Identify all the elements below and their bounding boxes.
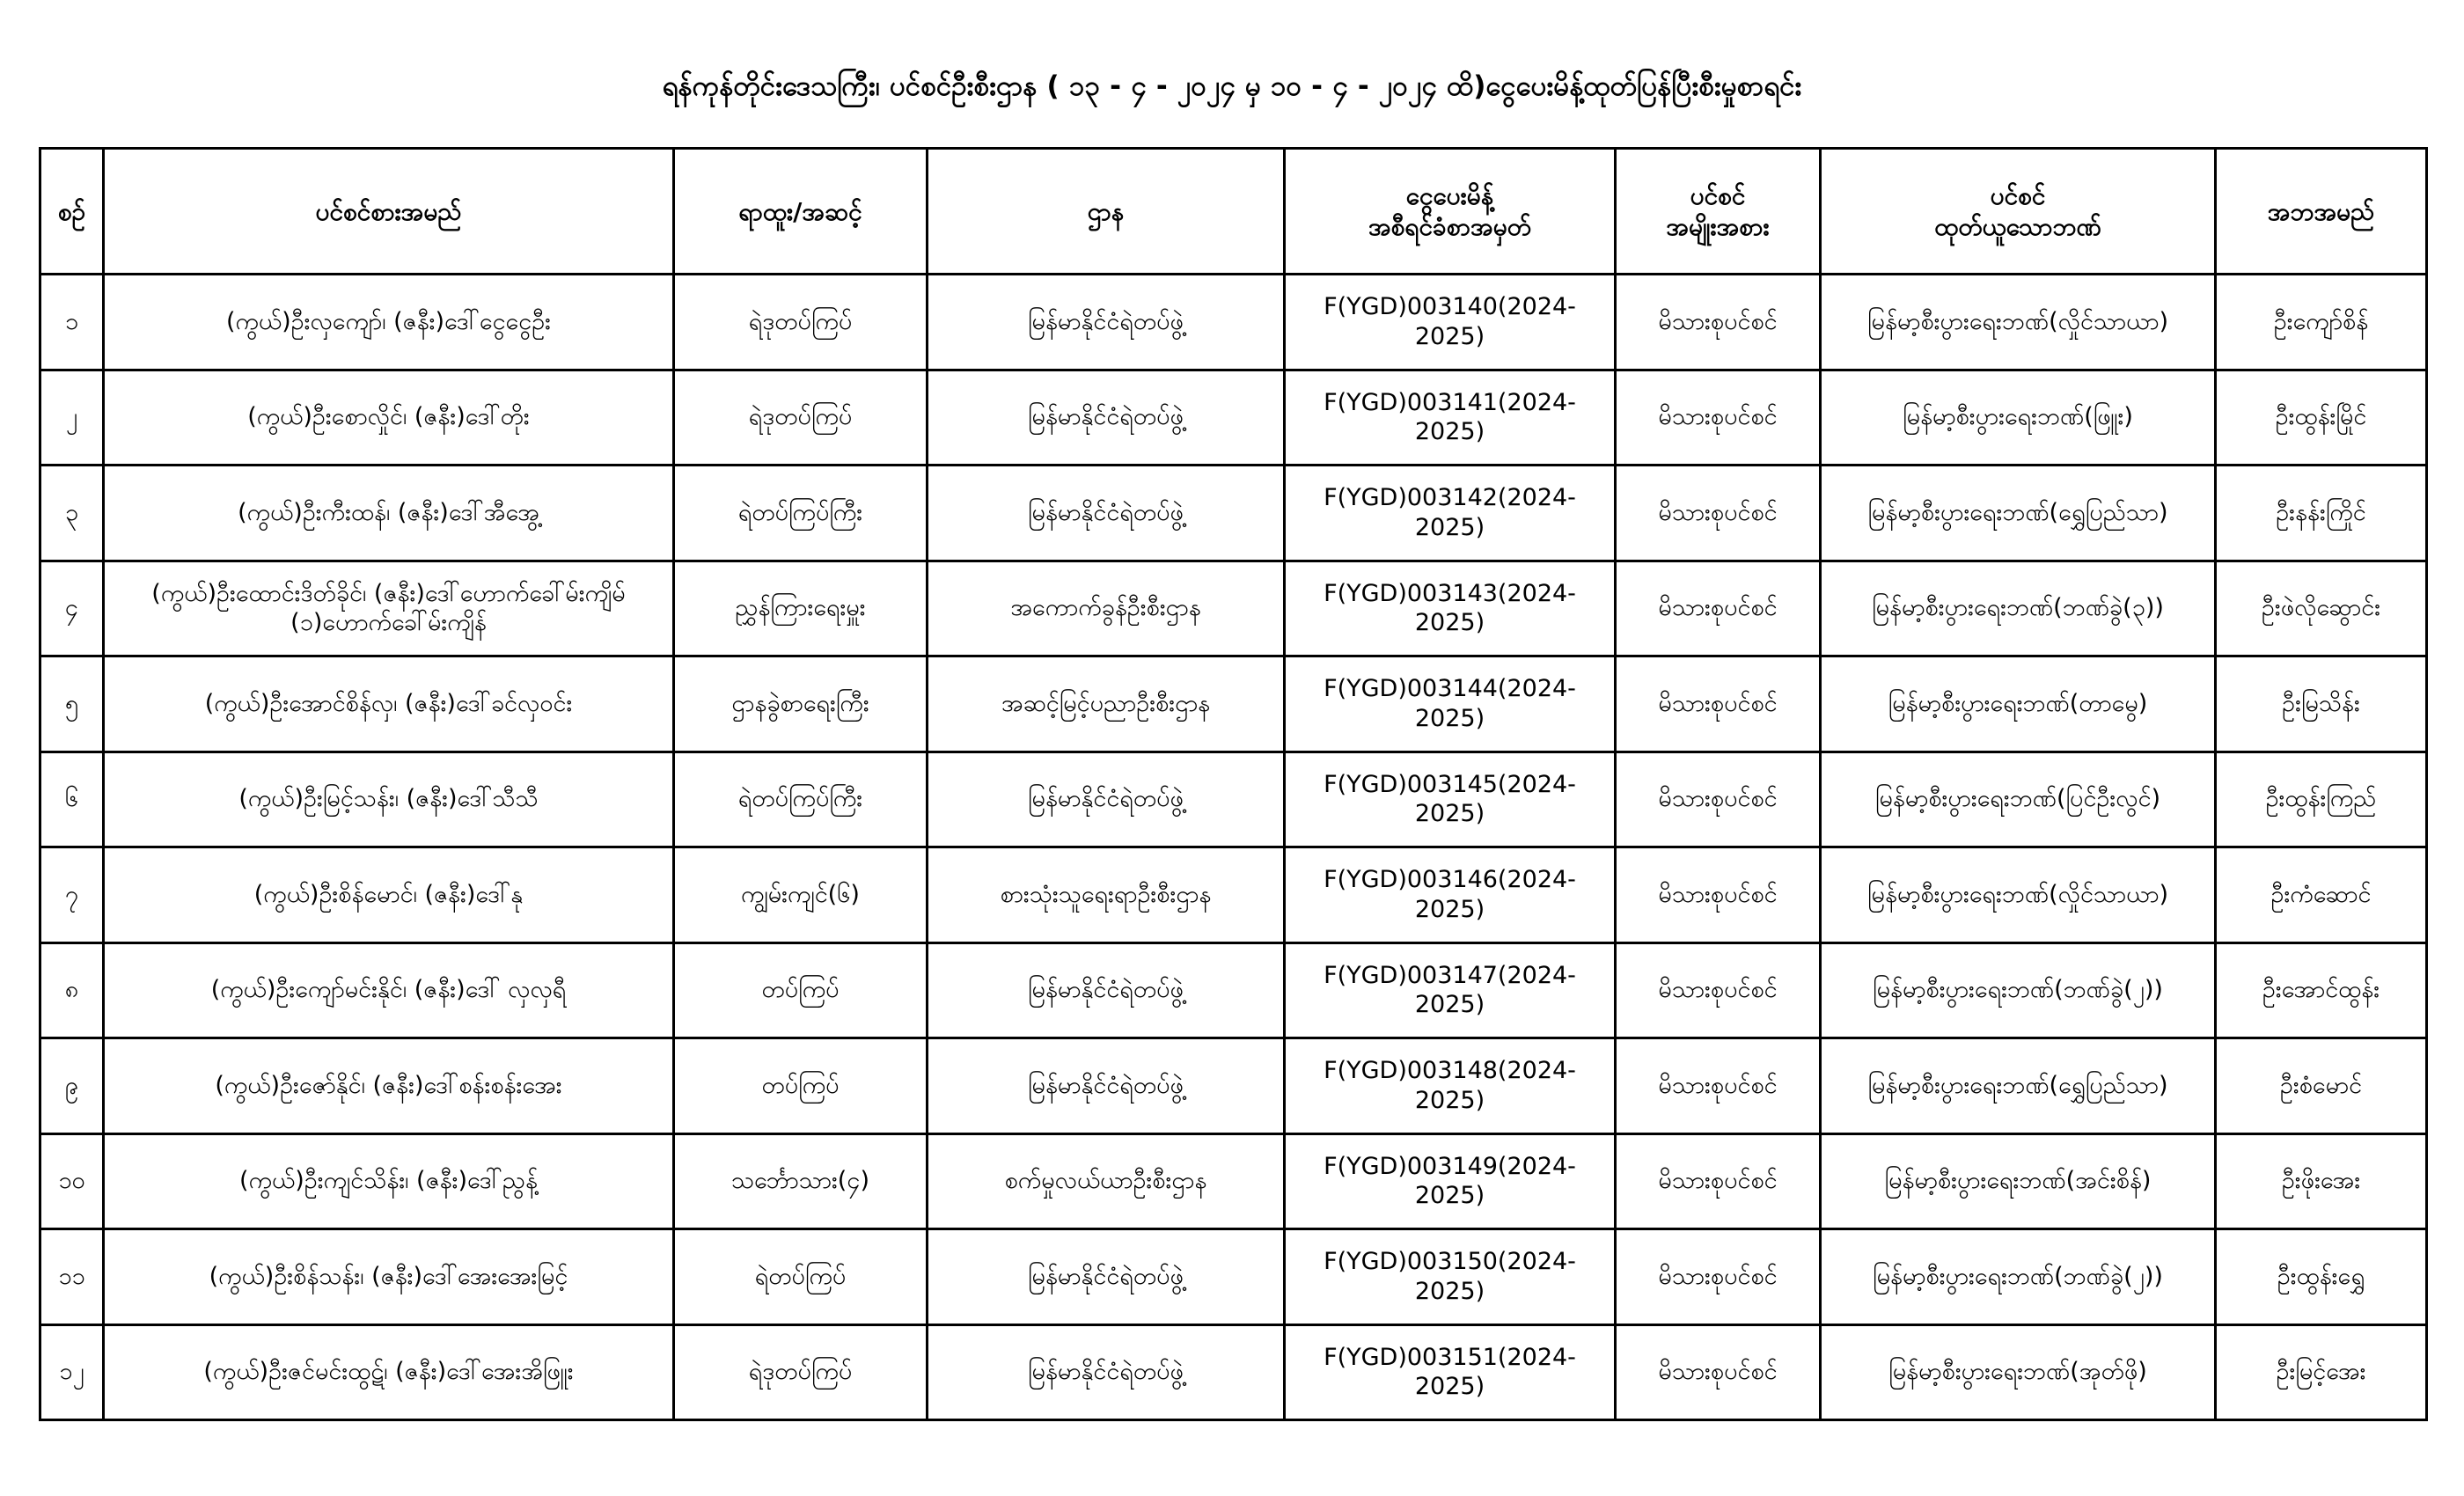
table-row [40, 1133, 2427, 1229]
cell-rank: ကျွမ်းကျင်(၆) [674, 847, 928, 943]
cell-officer: ဦးမြင့်အေး [2216, 1324, 2427, 1420]
header-pensioner: ပင်စင်စားအမည် [104, 149, 674, 275]
cell-name: (ကွယ်)ဦးအောင်စိန်လှ၊ (ဇနီး)ဒေါ်ခင်လှဝင်း [104, 656, 674, 752]
cell-department: စက်မှုလယ်ယာဦးစီးဌာန [928, 1133, 1285, 1229]
cell-officer: ဦးထွန်းကြည် [2216, 752, 2427, 847]
cell-officer: ဦးနန်းကြိုင် [2216, 466, 2427, 561]
cell-order-no: F(YGD)003149(2024-2025) [1285, 1133, 1616, 1229]
cell-officer: ဦးမြသိန်း [2216, 656, 2427, 752]
table-row [40, 370, 2427, 466]
cell-order-no: F(YGD)003142(2024-2025) [1285, 466, 1616, 561]
header-order-line2: အစီရင်ခံစာအမှတ် [1368, 212, 1532, 241]
cell-name: (ကွယ်)ဦးစောလှိုင်၊ (ဇနီး)ဒေါ်တိုး [104, 370, 674, 466]
cell-department: စားသုံးသူရေးရာဦးစီးဌာန [928, 847, 1285, 943]
table-row [40, 561, 2427, 656]
cell-no: ၄ [40, 561, 104, 656]
cell-no: ၈ [40, 942, 104, 1038]
cell-rank: ရဲတပ်ကြပ်ကြီး [674, 466, 928, 561]
cell-type: မိသားစုပင်စင် [1616, 1324, 1821, 1420]
cell-rank: ညွှန်ကြားရေးမှူး [674, 561, 928, 656]
cell-type: မိသားစုပင်စင် [1616, 942, 1821, 1038]
cell-name: (ကွယ်)ဦးစိန်သန်း၊ (ဇနီး)ဒေါ်အေးအေးမြင့် [104, 1229, 674, 1325]
cell-bank: မြန်မာ့စီးပွားရေးဘဏ်(ဘဏ်ခွဲ(၃)) [1821, 561, 2216, 656]
cell-bank: မြန်မာ့စီးပွားရေးဘဏ်(တာမွေ) [1821, 656, 2216, 752]
cell-officer: ဦးထွန်းရွှေ [2216, 1229, 2427, 1325]
cell-no: ၁ [40, 275, 104, 370]
header-no: စဉ် [40, 149, 104, 275]
cell-type: မိသားစုပင်စင် [1616, 1133, 1821, 1229]
cell-order-no: F(YGD)003147(2024-2025) [1285, 942, 1616, 1038]
pension-table [39, 147, 2428, 1421]
cell-officer: ဦးဖဲလိုဆွောင်း [2216, 561, 2427, 656]
cell-no: ၁၂ [40, 1324, 104, 1420]
cell-name-line1: (ကွယ်)ဦးထောင်းဒိတ်ခိုင်၊ (ဇနီး)ဒေါ်ဟောက်ခေါ်မ်းကျိမ် [151, 579, 626, 607]
cell-name: (ကွယ်)ဦးဇော်နိုင်၊ (ဇနီး)ဒေါ်စန်းစန်းအေး [104, 1038, 674, 1134]
cell-rank: ဌာနခွဲစာရေးကြီး [674, 656, 928, 752]
header-order-line1: ငွေပေးမိန့် [1405, 181, 1494, 210]
cell-name [104, 561, 674, 656]
cell-type: မိသားစုပင်စင် [1616, 561, 1821, 656]
table-row [40, 656, 2427, 752]
cell-officer: ဦးထွန်းမြိုင် [2216, 370, 2427, 466]
header-officer: အဘအမည် [2216, 149, 2427, 275]
cell-no: ၅ [40, 656, 104, 752]
cell-bank: မြန်မာ့စီးပွားရေးဘဏ်(အင်းစိန်) [1821, 1133, 2216, 1229]
cell-name: (ကွယ်)ဦးလှကျော်၊ (ဇနီး)ဒေါ်ငွေငွေဦး [104, 275, 674, 370]
cell-rank: ရဲဒုတပ်ကြပ် [674, 275, 928, 370]
cell-bank: မြန်မာ့စီးပွားရေးဘဏ်(ပြင်ဦးလွင်) [1821, 752, 2216, 847]
header-bank-line1: ပင်စင် [1990, 181, 2046, 210]
cell-type: မိသားစုပင်စင် [1616, 370, 1821, 466]
cell-bank: မြန်မာ့စီးပွားရေးဘဏ်(အုတ်ဖို) [1821, 1324, 2216, 1420]
cell-bank: မြန်မာ့စီးပွားရေးဘဏ်(လှိုင်သာယာ) [1821, 275, 2216, 370]
cell-department: မြန်မာနိုင်ငံရဲတပ်ဖွဲ့ [928, 1324, 1285, 1420]
cell-rank: ရဲတပ်ကြပ် [674, 1229, 928, 1325]
cell-rank: သင်္ဘောသား(၄) [674, 1133, 928, 1229]
cell-name: (ကွယ်)ဦးကျင်သိန်း၊ (ဇနီး)ဒေါ်ညွန့် [104, 1133, 674, 1229]
cell-order-no: F(YGD)003151(2024-2025) [1285, 1324, 1616, 1420]
table-row [40, 275, 2427, 370]
header-bank [1821, 149, 2216, 275]
cell-no: ၇ [40, 847, 104, 943]
cell-department: မြန်မာနိုင်ငံရဲတပ်ဖွဲ့ [928, 752, 1285, 847]
cell-order-no: F(YGD)003140(2024-2025) [1285, 275, 1616, 370]
cell-no: ၁၁ [40, 1229, 104, 1325]
cell-officer: ဦးဖိုးအေး [2216, 1133, 2427, 1229]
header-department: ဌာန [928, 149, 1285, 275]
cell-officer: ဦးစံမောင် [2216, 1038, 2427, 1134]
cell-bank: မြန်မာ့စီးပွားရေးဘဏ်(ဖြူး) [1821, 370, 2216, 466]
cell-type: မိသားစုပင်စင် [1616, 466, 1821, 561]
table-row [40, 847, 2427, 943]
cell-officer: ဦးကံဆောင် [2216, 847, 2427, 943]
cell-bank: မြန်မာ့စီးပွားရေးဘဏ်(ရွှေပြည်သာ) [1821, 1038, 2216, 1134]
cell-name-line2: (၁)ဟောက်ခေါ်မ်းကျိန် [290, 609, 487, 637]
cell-officer: ဦးအောင်ထွန်း [2216, 942, 2427, 1038]
header-rank: ရာထူး/အဆင့် [674, 149, 928, 275]
cell-bank: မြန်မာ့စီးပွားရေးဘဏ်(လှိုင်သာယာ) [1821, 847, 2216, 943]
table-row [40, 752, 2427, 847]
cell-type: မိသားစုပင်စင် [1616, 752, 1821, 847]
cell-no: ၉ [40, 1038, 104, 1134]
table-row [40, 1229, 2427, 1325]
cell-order-no: F(YGD)003141(2024-2025) [1285, 370, 1616, 466]
table-row [40, 942, 2427, 1038]
cell-bank: မြန်မာ့စီးပွားရေးဘဏ်(ဘဏ်ခွဲ(၂)) [1821, 1229, 2216, 1325]
cell-rank: တပ်ကြပ် [674, 942, 928, 1038]
cell-department: မြန်မာနိုင်ငံရဲတပ်ဖွဲ့ [928, 466, 1285, 561]
cell-name: (ကွယ်)ဦးကျော်မင်းနိုင်၊ (ဇနီး)ဒေါ် လှလှရီ [104, 942, 674, 1038]
cell-rank: တပ်ကြပ် [674, 1038, 928, 1134]
cell-order-no: F(YGD)003148(2024-2025) [1285, 1038, 1616, 1134]
cell-department: မြန်မာနိုင်ငံရဲတပ်ဖွဲ့ [928, 370, 1285, 466]
header-type-line1: ပင်စင် [1690, 181, 1746, 210]
cell-order-no: F(YGD)003150(2024-2025) [1285, 1229, 1616, 1325]
cell-department: မြန်မာနိုင်ငံရဲတပ်ဖွဲ့ [928, 275, 1285, 370]
cell-order-no: F(YGD)003145(2024-2025) [1285, 752, 1616, 847]
cell-department: မြန်မာနိုင်ငံရဲတပ်ဖွဲ့ [928, 1038, 1285, 1134]
header-bank-line2: ထုတ်ယူသောဘဏ် [1934, 212, 2101, 241]
table-row [40, 466, 2427, 561]
cell-rank: ရဲဒုတပ်ကြပ် [674, 370, 928, 466]
header-type-line2: အမျိုးအစား [1666, 212, 1770, 241]
cell-department: မြန်မာနိုင်ငံရဲတပ်ဖွဲ့ [928, 1229, 1285, 1325]
cell-name: (ကွယ်)ဦးဇင်မင်းထွဋ်၊ (ဇနီး)ဒေါ်အေးအိဖြူး [104, 1324, 674, 1420]
cell-department: အဆင့်မြင့်ပညာဦးစီးဌာန [928, 656, 1285, 752]
cell-no: ၆ [40, 752, 104, 847]
cell-type: မိသားစုပင်စင် [1616, 656, 1821, 752]
cell-order-no: F(YGD)003143(2024-2025) [1285, 561, 1616, 656]
cell-no: ၁၀ [40, 1133, 104, 1229]
cell-bank: မြန်မာ့စီးပွားရေးဘဏ်(ဘဏ်ခွဲ(၂)) [1821, 942, 2216, 1038]
cell-rank: ရဲဒုတပ်ကြပ် [674, 1324, 928, 1420]
header-type [1616, 149, 1821, 275]
cell-order-no: F(YGD)003146(2024-2025) [1285, 847, 1616, 943]
header-order-no [1285, 149, 1616, 275]
document-title: ရန်ကုန်တိုင်းဒေသကြီး၊ ပင်စင်ဦးစီးဌာန ( ၁၃ - ၄ - ၂၀၂၄ မှ ၁၀ - ၄ - ၂၀၂၄ ထိ)ငွေပေးမိန့်ထုတ်ပြန်ပြီးစီးမှုစာရင်း [662, 70, 1802, 102]
cell-rank: ရဲတပ်ကြပ်ကြီး [674, 752, 928, 847]
cell-department: အကောက်ခွန်ဦးစီးဌာန [928, 561, 1285, 656]
cell-no: ၃ [40, 466, 104, 561]
cell-type: မိသားစုပင်စင် [1616, 1229, 1821, 1325]
table-row [40, 1324, 2427, 1420]
cell-bank: မြန်မာ့စီးပွားရေးဘဏ်(ရွှေပြည်သာ) [1821, 466, 2216, 561]
cell-type: မိသားစုပင်စင် [1616, 847, 1821, 943]
cell-officer: ဦးကျော်စိန် [2216, 275, 2427, 370]
cell-name: (ကွယ်)ဦးကီးထန်၊ (ဇနီး)ဒေါ်အီအွေ့ [104, 466, 674, 561]
cell-department: မြန်မာနိုင်ငံရဲတပ်ဖွဲ့ [928, 942, 1285, 1038]
cell-no: ၂ [40, 370, 104, 466]
cell-order-no: F(YGD)003144(2024-2025) [1285, 656, 1616, 752]
cell-name: (ကွယ်)ဦးမြင့်သန်း၊ (ဇနီး)ဒေါ်သီသီ [104, 752, 674, 847]
cell-type: မိသားစုပင်စင် [1616, 1038, 1821, 1134]
header-row [40, 149, 2427, 275]
table-row [40, 1038, 2427, 1134]
cell-name: (ကွယ်)ဦးစိန်မောင်၊ (ဇနီး)ဒေါ်နု [104, 847, 674, 943]
cell-type: မိသားစုပင်စင် [1616, 275, 1821, 370]
